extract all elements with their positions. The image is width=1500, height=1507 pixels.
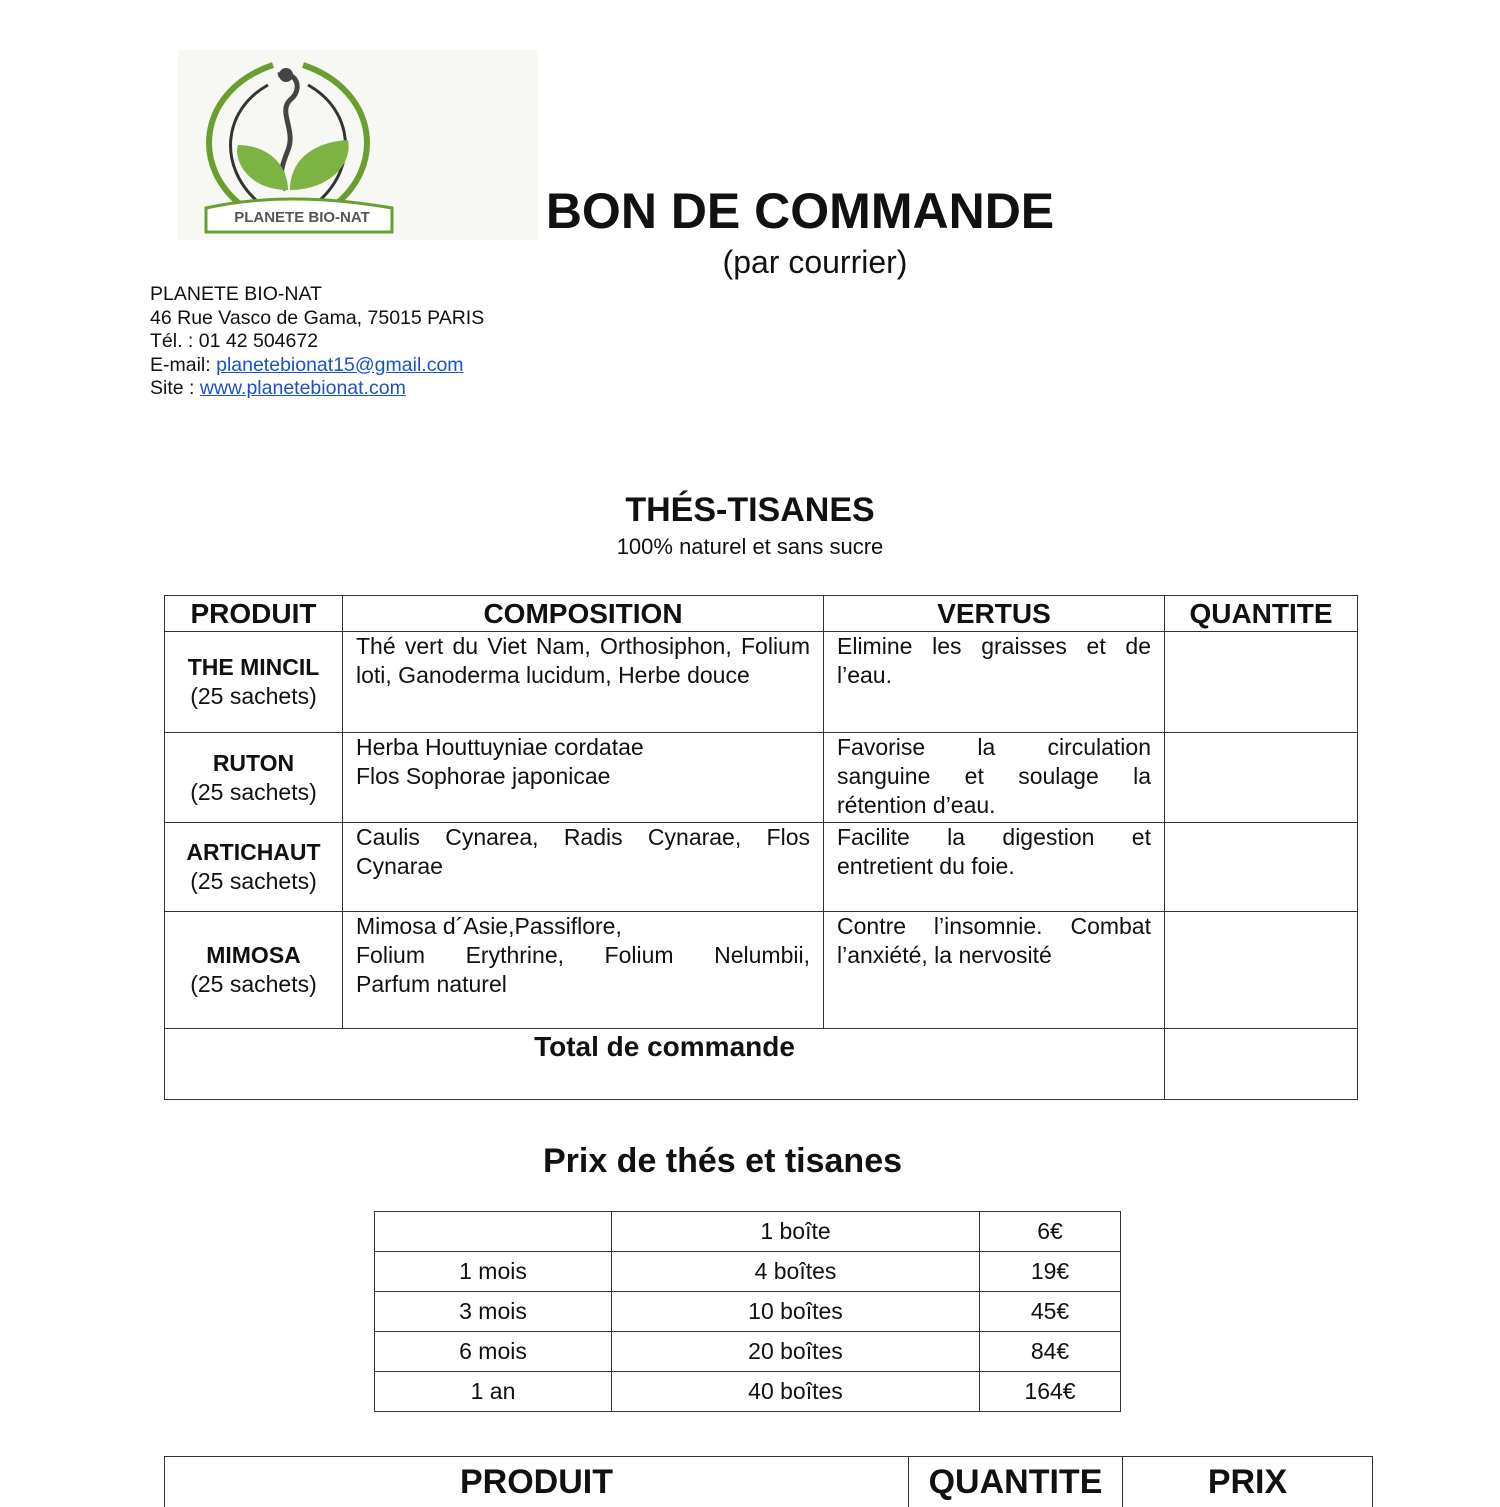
price-boxes: 40 boîtes bbox=[612, 1372, 980, 1412]
header-vertus: VERTUS bbox=[824, 596, 1165, 632]
product-name: ARTICHAUT bbox=[186, 839, 320, 865]
page-subtitle: (par courrier) bbox=[640, 244, 990, 281]
price-boxes: 1 boîte bbox=[612, 1212, 980, 1252]
price-period: 1 mois bbox=[375, 1252, 612, 1292]
email-link[interactable]: planetebionat15@gmail.com bbox=[216, 354, 463, 376]
site-label: Site : bbox=[150, 377, 200, 399]
header-produit: PRODUIT bbox=[165, 596, 343, 632]
composition-cell: Caulis Cynarea, Radis Cynarae, Flos Cynarae bbox=[343, 823, 824, 912]
product-pack: (25 sachets) bbox=[190, 971, 317, 997]
second-order-table bbox=[164, 1456, 1373, 1507]
composition-line: Flos Sophorae japonicae bbox=[356, 762, 810, 791]
price-title: Prix de thés et tisanes bbox=[480, 1142, 965, 1181]
price-row bbox=[375, 1372, 1121, 1412]
vertus-cell: Facilite la digestion et entretient du foie. bbox=[824, 823, 1165, 912]
price-period bbox=[375, 1212, 612, 1252]
email-row bbox=[150, 354, 484, 378]
company-name: PLANETE BIO-NAT bbox=[150, 283, 484, 307]
product-name: MIMOSA bbox=[206, 942, 301, 968]
product-name: THE MINCIL bbox=[188, 654, 320, 680]
company-phone: Tél. : 01 42 504672 bbox=[150, 330, 484, 354]
price-row bbox=[375, 1332, 1121, 1372]
header-prix: PRIX bbox=[1123, 1457, 1373, 1507]
price-period: 6 mois bbox=[375, 1332, 612, 1372]
composition-cell bbox=[343, 912, 824, 1029]
product-cell bbox=[165, 912, 343, 1029]
product-cell bbox=[165, 733, 343, 823]
price-amount: 84€ bbox=[980, 1332, 1121, 1372]
price-amount: 45€ bbox=[980, 1292, 1121, 1332]
total-value-cell[interactable] bbox=[1165, 1029, 1358, 1100]
price-amount: 164€ bbox=[980, 1372, 1121, 1412]
price-boxes: 20 boîtes bbox=[612, 1332, 980, 1372]
product-cell bbox=[165, 823, 343, 912]
composition-line: Herba Houttuyniae cordatae bbox=[356, 733, 810, 762]
price-period: 1 an bbox=[375, 1372, 612, 1412]
table-header-row bbox=[165, 1457, 1373, 1507]
header-quantite: QUANTITE bbox=[1165, 596, 1358, 632]
quantity-input-cell[interactable] bbox=[1165, 733, 1358, 823]
header-quantite: QUANTITE bbox=[909, 1457, 1123, 1507]
table-row bbox=[165, 912, 1358, 1029]
quantity-input-cell[interactable] bbox=[1165, 823, 1358, 912]
vertus-cell: Elimine les graisses et de l’eau. bbox=[824, 632, 1165, 733]
section-title: THÉS-TISANES bbox=[550, 491, 950, 530]
price-amount: 6€ bbox=[980, 1212, 1121, 1252]
quantity-input-cell[interactable] bbox=[1165, 912, 1358, 1029]
table-row bbox=[165, 632, 1358, 733]
product-pack: (25 sachets) bbox=[190, 683, 317, 709]
company-address: 46 Rue Vasco de Gama, 75015 PARIS bbox=[150, 307, 484, 331]
composition-cell bbox=[343, 733, 824, 823]
table-row bbox=[165, 733, 1358, 823]
product-pack: (25 sachets) bbox=[190, 868, 317, 894]
total-label: Total de commande bbox=[165, 1029, 1165, 1100]
price-amount: 19€ bbox=[980, 1252, 1121, 1292]
site-link[interactable]: www.planetebionat.com bbox=[200, 377, 406, 399]
composition-cell: Thé vert du Viet Nam, Orthosiphon, Folium loti, Ganoderma lucidum, Herbe douce bbox=[343, 632, 824, 733]
section-subtitle: 100% naturel et sans sucre bbox=[550, 534, 950, 560]
site-row bbox=[150, 377, 484, 401]
composition-line: Mimosa d´Asie,Passiflore, bbox=[356, 912, 810, 941]
vertus-cell: Favorise la circulation sanguine et soulage la rétention d’eau. bbox=[824, 733, 1165, 823]
logo-text: PLANETE BIO-NAT bbox=[222, 209, 382, 226]
quantity-input-cell[interactable] bbox=[1165, 632, 1358, 733]
table-header-row bbox=[165, 596, 1358, 632]
price-boxes: 10 boîtes bbox=[612, 1292, 980, 1332]
header-composition: COMPOSITION bbox=[343, 596, 824, 632]
total-row bbox=[165, 1029, 1358, 1100]
contact-block bbox=[150, 283, 484, 401]
page-title: BON DE COMMANDE bbox=[540, 182, 1060, 240]
order-table bbox=[164, 595, 1358, 1100]
product-cell bbox=[165, 632, 343, 733]
vertus-cell: Contre l’insomnie. Combat l’anxiété, la nervosité bbox=[824, 912, 1165, 1029]
table-row bbox=[165, 823, 1358, 912]
email-label: E-mail: bbox=[150, 354, 216, 376]
price-row bbox=[375, 1292, 1121, 1332]
price-row bbox=[375, 1212, 1121, 1252]
product-pack: (25 sachets) bbox=[190, 779, 317, 805]
company-logo bbox=[178, 50, 538, 240]
composition-line: Parfum naturel bbox=[356, 970, 810, 999]
product-name: RUTON bbox=[213, 750, 294, 776]
composition-line: Folium Erythrine, Folium Nelumbii, bbox=[356, 941, 810, 970]
price-row bbox=[375, 1252, 1121, 1292]
price-table bbox=[374, 1211, 1121, 1412]
price-period: 3 mois bbox=[375, 1292, 612, 1332]
price-boxes: 4 boîtes bbox=[612, 1252, 980, 1292]
header-produit: PRODUIT bbox=[165, 1457, 909, 1507]
